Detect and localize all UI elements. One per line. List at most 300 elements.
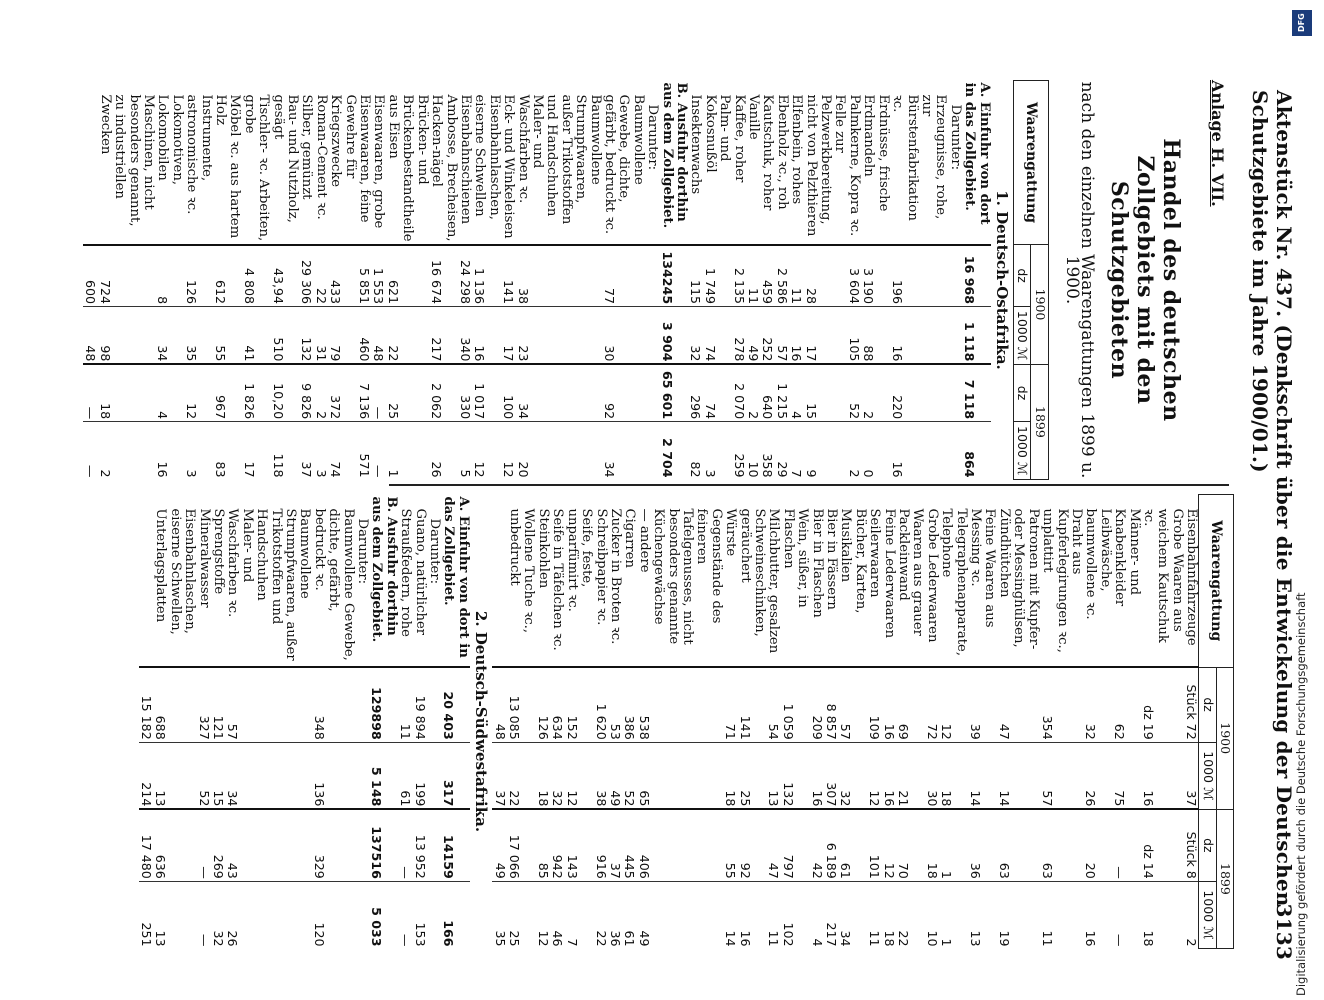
- table-row: [803, 81, 846, 480]
- cell-c: 967: [213, 364, 242, 421]
- cell-a: 134245: [659, 245, 688, 307]
- cell-c: 101: [867, 809, 881, 881]
- row-label: Bau- und Nutzholz, gesägt: [270, 94, 301, 223]
- row-label: Leibwäsche, baumwollene ꝛc.: [1083, 508, 1113, 620]
- col-header-1899: 1899: [1216, 809, 1233, 948]
- cell-b: 105: [847, 307, 861, 365]
- cell-a: 459: [760, 245, 774, 307]
- cell-c: 63: [997, 809, 1040, 881]
- cell-c: 92: [602, 364, 645, 421]
- table-row: [155, 81, 184, 480]
- row-label: Eisenwaaren, grobe: [371, 94, 387, 229]
- cell-c: 47: [766, 809, 780, 881]
- cell-d: 1: [386, 422, 429, 480]
- unit-mark: 1000 ℳ: [1199, 881, 1216, 948]
- cell-b: 57: [1040, 742, 1083, 809]
- cell-b: 37: [492, 742, 506, 809]
- page-number: 3133: [1272, 903, 1296, 960]
- cell-c: 34: [515, 364, 544, 421]
- table-row: [507, 495, 536, 949]
- row-label: Elfenbein, rohes: [789, 94, 805, 205]
- cell-d: —: [371, 422, 385, 480]
- header-title: [1248, 90, 1296, 960]
- cell-b: 34: [155, 307, 184, 365]
- cell-d: 120: [311, 881, 354, 948]
- cell-b: 37: [1184, 742, 1199, 809]
- row-label: Silber, gemünzt: [299, 94, 315, 200]
- row-label: Eck- und Winkeleisen: [501, 94, 517, 239]
- cell-b: 48: [371, 307, 385, 365]
- cell-d: 74: [328, 422, 357, 480]
- cell-d: 36: [608, 881, 622, 948]
- cell-a: dz 19: [1141, 667, 1184, 742]
- cell-a: Stück 72: [1184, 667, 1199, 742]
- cell-b: 31: [313, 307, 327, 365]
- table-row: [809, 495, 823, 949]
- cell-b: [254, 742, 312, 809]
- cell-b: 199: [412, 742, 426, 809]
- row-label: Steinkohlen: [535, 508, 551, 589]
- row-label: Eisenbahnlaschen, eiserne Schwellen, Unterlagsplatten: [153, 508, 198, 635]
- cell-c: 52: [847, 364, 861, 421]
- cell-a: 115: [688, 245, 702, 307]
- row-label: Bier in Flaschen: [809, 508, 825, 618]
- unit-dz: dz: [1013, 364, 1030, 421]
- cell-a: 3 190: [861, 245, 890, 307]
- cell-c: 4: [789, 364, 803, 421]
- table-row: [492, 495, 506, 949]
- unit-dz: dz: [1199, 809, 1216, 881]
- table-row: [97, 81, 155, 480]
- col-header-1899: 1899: [1031, 364, 1048, 479]
- row-label: Baumwollene Gewebe, dichte, gefärbt, bedruckt ꝛc.: [311, 508, 356, 661]
- cell-c: 296: [688, 364, 702, 421]
- cell-a: 612: [213, 245, 242, 307]
- cell-c: 92: [737, 809, 766, 881]
- cell-c: 49: [492, 809, 506, 881]
- table-row: [774, 81, 788, 480]
- cell-a: 3 604: [847, 245, 861, 307]
- cell-b: 15: [211, 742, 225, 809]
- cell-c: 61: [838, 809, 867, 881]
- cell-d: 3: [702, 422, 731, 480]
- cell-d: 9: [803, 422, 846, 480]
- cell-d: 2 704: [659, 422, 688, 480]
- cell-b: 16: [789, 307, 803, 365]
- cell-b: 252: [760, 307, 774, 365]
- cell-b: 98: [97, 307, 155, 365]
- cell-d: 3: [313, 422, 327, 480]
- cell-d: 17: [241, 422, 270, 480]
- cell-d: 217: [824, 881, 838, 948]
- cell-a: 126: [184, 245, 213, 307]
- cell-a: 2 135: [731, 245, 745, 307]
- cell-a: 62: [1112, 667, 1141, 742]
- cell-c: 445: [622, 809, 636, 881]
- cell-d: 11: [1040, 881, 1083, 948]
- row-label: Eisenbahnschienen: [457, 94, 473, 225]
- dfg-logo: DFG: [1292, 10, 1312, 36]
- cell-c: 63: [1040, 809, 1083, 881]
- cell-b: 12: [867, 742, 881, 809]
- cell-c: 65 601: [659, 364, 688, 421]
- cell-a: 57: [225, 667, 254, 742]
- row-label: Lokomotiven, Lokomobilen: [155, 94, 185, 186]
- cell-b: 340: [458, 307, 472, 365]
- table-row: [962, 81, 991, 480]
- row-label: Baumwollene Strumpfwaaren, außer Trikotstoffen und Handschuhen: [544, 94, 603, 225]
- cell-d: 22: [593, 881, 607, 948]
- cell-c: 6 189: [824, 809, 838, 881]
- cell-c: dz 14: [1141, 809, 1184, 881]
- main-title-line-2: Schutzgebieten: [1105, 180, 1132, 380]
- row-label: [139, 495, 153, 668]
- cell-a: 57: [838, 667, 867, 742]
- cell-b: 5 148: [369, 742, 398, 809]
- cell-c: [544, 364, 602, 421]
- cell-b: 26: [1083, 742, 1112, 809]
- row-label: Straußfedern, rohe: [398, 508, 414, 637]
- cell-a: 16: [881, 667, 895, 742]
- row-label: Erdnüsse, frische Erdmandeln: [861, 94, 891, 212]
- cell-c: —: [196, 809, 210, 881]
- table-row: [766, 495, 780, 949]
- cell-d: 259: [731, 422, 745, 480]
- cell-c: —: [371, 364, 385, 421]
- cell-b: 32: [838, 742, 867, 809]
- table-row: [1112, 495, 1141, 949]
- cell-d: 12: [536, 881, 550, 948]
- row-label: Palm- und Kokosnußöl: [702, 94, 733, 173]
- column-divider: [389, 484, 1229, 486]
- cell-a: 28: [803, 245, 846, 307]
- cell-c: 2: [313, 364, 327, 421]
- row-label: Vanille: [746, 94, 762, 140]
- cell-c: 100: [501, 364, 515, 421]
- row-label: Telegraphenapparate, Telephone: [939, 508, 969, 657]
- row-label: Felle zur Pelzwerkbereitung, nicht von Pelzthieren: [803, 94, 848, 237]
- table-row: [313, 81, 327, 480]
- cell-a: 48: [492, 667, 506, 742]
- table-row: [838, 495, 867, 949]
- table-row: [501, 81, 515, 480]
- cell-b: 510: [270, 307, 299, 365]
- cell-a: [544, 245, 602, 307]
- row-label: Eisenbahnfahrzeuge: [1184, 508, 1200, 646]
- cell-b: 12: [564, 742, 593, 809]
- row-label: Schreibpapier ꝛc.: [593, 508, 609, 626]
- unit-mark: 1000 ℳ: [1013, 422, 1030, 480]
- cell-c: 2 070: [731, 364, 745, 421]
- cell-c: 17 480: [139, 809, 153, 881]
- cell-b: 74: [702, 307, 731, 365]
- cell-d: 0: [861, 422, 890, 480]
- table-row: [184, 81, 213, 480]
- table-row: [544, 81, 602, 480]
- cell-d: 358: [760, 422, 774, 480]
- cell-a: 348: [311, 667, 354, 742]
- cell-c: 36: [968, 809, 997, 881]
- cell-a: 24 298: [458, 245, 472, 307]
- cell-a: 29 306: [299, 245, 313, 307]
- row-label: Darunter:: [947, 104, 963, 171]
- right-column: [139, 494, 1234, 949]
- table-row: [241, 81, 270, 480]
- cell-d: 14: [723, 881, 737, 948]
- table-row: [737, 495, 766, 949]
- cell-a: 1 136: [472, 245, 501, 307]
- cell-c: 85: [536, 809, 550, 881]
- cell-c: 7 136: [357, 364, 371, 421]
- cell-d: 16: [1083, 881, 1112, 948]
- cell-d: 166: [441, 881, 470, 948]
- cell-b: 38: [593, 742, 607, 809]
- cell-d: —: [196, 881, 210, 948]
- cell-a: 22: [313, 245, 327, 307]
- cell-a: [645, 245, 659, 307]
- header-document-title: (Denkschrift über die Entwickelung der Deutschen Schutzgebiete im Jahre 1900/01.): [1248, 90, 1296, 907]
- cell-a: 54: [766, 667, 780, 742]
- cell-d: 26: [225, 881, 254, 948]
- cell-c: 1: [939, 809, 968, 881]
- cell-b: 49: [608, 742, 622, 809]
- table-row: [441, 495, 470, 949]
- cell-c: 143: [564, 809, 593, 881]
- table-row: [780, 495, 809, 949]
- cell-d: 35: [492, 881, 506, 948]
- cell-c: 12: [184, 364, 213, 421]
- section-heading-ostafrika: 1. Deutsch-Ostafrika.: [992, 190, 1011, 370]
- table-row: [211, 495, 225, 949]
- side-credit: [1292, 6, 1312, 996]
- cell-a: 327: [196, 667, 210, 742]
- cell-b: 75: [1112, 742, 1141, 809]
- row-label: Seife in Täfelchen ꝛc.: [550, 508, 566, 651]
- row-label: Guano, natürlicher: [412, 508, 428, 636]
- cell-b: 14: [997, 742, 1040, 809]
- cell-a: 72: [924, 667, 938, 742]
- cell-a: 152: [564, 667, 593, 742]
- cell-b: 52: [622, 742, 636, 809]
- unit-dz: dz: [1013, 245, 1030, 307]
- cell-c: 1 826: [241, 364, 270, 421]
- table-row: [1141, 495, 1184, 949]
- cell-b: [947, 307, 961, 365]
- cell-d: 19: [997, 881, 1040, 948]
- cell-b: 88: [861, 307, 890, 365]
- cell-d: 16: [890, 422, 948, 480]
- row-label: Roman-Cement ꝛc.: [313, 94, 329, 220]
- cell-a: 19 894: [412, 667, 426, 742]
- col-header-1900: 1900: [1031, 245, 1048, 365]
- row-label: Patronen mit Kupfer- oder Messinghülsen, Zündhütchen: [996, 508, 1041, 650]
- cell-d: 34: [838, 881, 867, 948]
- cell-c: 2: [746, 364, 760, 421]
- row-label: A. Einfuhr von dort in das Zollgebiet.: [441, 496, 471, 658]
- cell-d: 13: [153, 881, 196, 948]
- row-label: Seilerwaaren: [867, 508, 883, 598]
- table-row: [867, 495, 881, 949]
- cell-d: 18: [881, 881, 895, 948]
- cell-a: [427, 667, 441, 742]
- cell-c: Stück 8: [1184, 809, 1199, 881]
- row-label: Maler- und Waschfarben ꝛc.: [225, 508, 255, 618]
- cell-d: 7: [789, 422, 803, 480]
- cell-d: —: [1112, 881, 1141, 948]
- cell-a: 688: [153, 667, 196, 742]
- row-label: B. Ausfuhr dorthin aus dem Zollgebiet.: [369, 496, 399, 643]
- table-row: [939, 495, 968, 949]
- row-label: Waaren aus grauer Packleinwand: [896, 508, 926, 636]
- cell-a: 39: [968, 667, 997, 742]
- row-label: Tischler- ꝛc. Arbeiten, grobe: [241, 94, 272, 242]
- cell-b: 307: [824, 742, 838, 809]
- row-label: Grobe Lederwaaren: [924, 508, 940, 643]
- cell-b: 23: [515, 307, 544, 365]
- table-row: [153, 495, 196, 949]
- cell-d: 864: [962, 422, 991, 480]
- cell-b: 317: [441, 742, 470, 809]
- cell-a: 53: [608, 667, 622, 742]
- cell-b: 22: [507, 742, 536, 809]
- cell-c: 636: [153, 809, 196, 881]
- row-label: Darunter:: [427, 518, 443, 585]
- cell-b: 57: [774, 307, 788, 365]
- cell-c: 406: [636, 809, 650, 881]
- cell-d: 20: [515, 422, 544, 480]
- row-label: A. Einfuhr von dort in das Zollgebiet.: [962, 82, 992, 225]
- row-label: Ambosse, Brecheisen, Hacken-nägel: [429, 94, 459, 242]
- cell-a: 141: [737, 667, 766, 742]
- cell-c: 1 017: [472, 364, 501, 421]
- table-row: [550, 495, 564, 949]
- cell-c: 797: [780, 809, 809, 881]
- cell-a: 43,94: [270, 245, 299, 307]
- cell-d: 46: [550, 881, 564, 948]
- table-row: [429, 81, 458, 480]
- cell-b: 35: [184, 307, 213, 365]
- table-row: [371, 81, 385, 480]
- row-label: Gewehre für Kriegszwecke: [328, 94, 358, 188]
- cell-c: 55: [723, 809, 737, 881]
- table-row: [225, 495, 254, 949]
- cell-b: 55: [213, 307, 242, 365]
- unit-mark: 1000 ℳ: [1013, 307, 1030, 365]
- row-label: Kautschuk, roher: [760, 94, 776, 211]
- cell-c: 37: [608, 809, 622, 881]
- row-label: Cigarren: [622, 508, 638, 569]
- cell-b: 79: [328, 307, 357, 365]
- cell-d: 571: [357, 422, 371, 480]
- cell-b: 132: [299, 307, 313, 365]
- cell-a: 621: [386, 245, 429, 307]
- table-row: [270, 81, 299, 480]
- cell-c: 15: [803, 364, 846, 421]
- table-row: [997, 495, 1040, 949]
- table-row: [659, 81, 688, 480]
- table-row: [1040, 495, 1083, 949]
- cell-a: 1 553: [371, 245, 385, 307]
- cell-c: 220: [890, 364, 948, 421]
- cell-a: 1 749: [702, 245, 731, 307]
- cell-c: [645, 364, 659, 421]
- cell-c: 70: [896, 809, 925, 881]
- cell-c: 18: [97, 364, 155, 421]
- cell-d: 5: [458, 422, 472, 480]
- cell-c: 17 066: [507, 809, 536, 881]
- cell-c: 74: [702, 364, 731, 421]
- table-row: [593, 495, 607, 949]
- cell-a: 209: [809, 667, 823, 742]
- table-row: [881, 495, 895, 949]
- cell-a: 32: [1083, 667, 1112, 742]
- cell-c: [355, 809, 369, 881]
- table-row: [139, 495, 153, 949]
- cell-c: 43: [225, 809, 254, 881]
- row-label: Baumwollene Strumpfwaaren, außer Trikotstoffen und Handschuhen: [254, 508, 313, 661]
- table-row: [731, 81, 745, 480]
- row-label: [492, 495, 506, 668]
- cell-b: 136: [311, 742, 354, 809]
- cell-c: 9 826: [299, 364, 313, 421]
- table-row: [968, 495, 997, 949]
- cell-c: 12: [881, 809, 895, 881]
- row-label: Ebenholz ꝛc., roh: [774, 94, 790, 210]
- row-label: Feine Lederwaaren: [881, 508, 897, 639]
- table-row: [890, 81, 948, 480]
- row-label: Instrumente, astronomische ꝛc.: [184, 94, 214, 215]
- table-row: [824, 495, 838, 949]
- table-row: [622, 495, 636, 949]
- cell-d: 10: [924, 881, 938, 948]
- table-row: [213, 81, 242, 480]
- cell-d: 83: [213, 422, 242, 480]
- cell-c: 1 215: [774, 364, 788, 421]
- cell-a: 724: [97, 245, 155, 307]
- cell-a: 2 586: [774, 245, 788, 307]
- cell-b: 48: [83, 307, 97, 365]
- table-row: [311, 495, 354, 949]
- col-header-waren: Waarengattung: [1199, 495, 1234, 668]
- left-trade-table: [83, 80, 1049, 480]
- unit-dz: dz: [1199, 667, 1216, 742]
- cell-c: 42: [809, 809, 823, 881]
- main-title-line-1: Handel des deutschen Zollgebiets mit den: [1131, 138, 1184, 422]
- table-row: [924, 495, 938, 949]
- table-row: [1184, 495, 1199, 949]
- cell-b: 16: [1141, 742, 1184, 809]
- cell-c: 13 952: [412, 809, 426, 881]
- cell-d: [947, 422, 961, 480]
- cell-b: 18: [536, 742, 550, 809]
- cell-a: 47: [997, 667, 1040, 742]
- cell-b: 460: [357, 307, 371, 365]
- cell-b: 21: [896, 742, 925, 809]
- cell-c: [254, 809, 312, 881]
- cell-c: 10,20: [270, 364, 299, 421]
- cell-b: 34: [225, 742, 254, 809]
- cell-a: 15 182: [139, 667, 153, 742]
- cell-b: 278: [731, 307, 745, 365]
- cell-b: 16: [890, 307, 948, 365]
- cell-d: 118: [270, 422, 299, 480]
- cell-b: 16: [881, 742, 895, 809]
- cell-c: 640: [760, 364, 774, 421]
- table-row: [299, 81, 313, 480]
- table-row: [861, 81, 890, 480]
- row-label: Brücken- und Brückenbestandtheile aus Eisen: [385, 94, 430, 242]
- cell-c: 2 062: [429, 364, 458, 421]
